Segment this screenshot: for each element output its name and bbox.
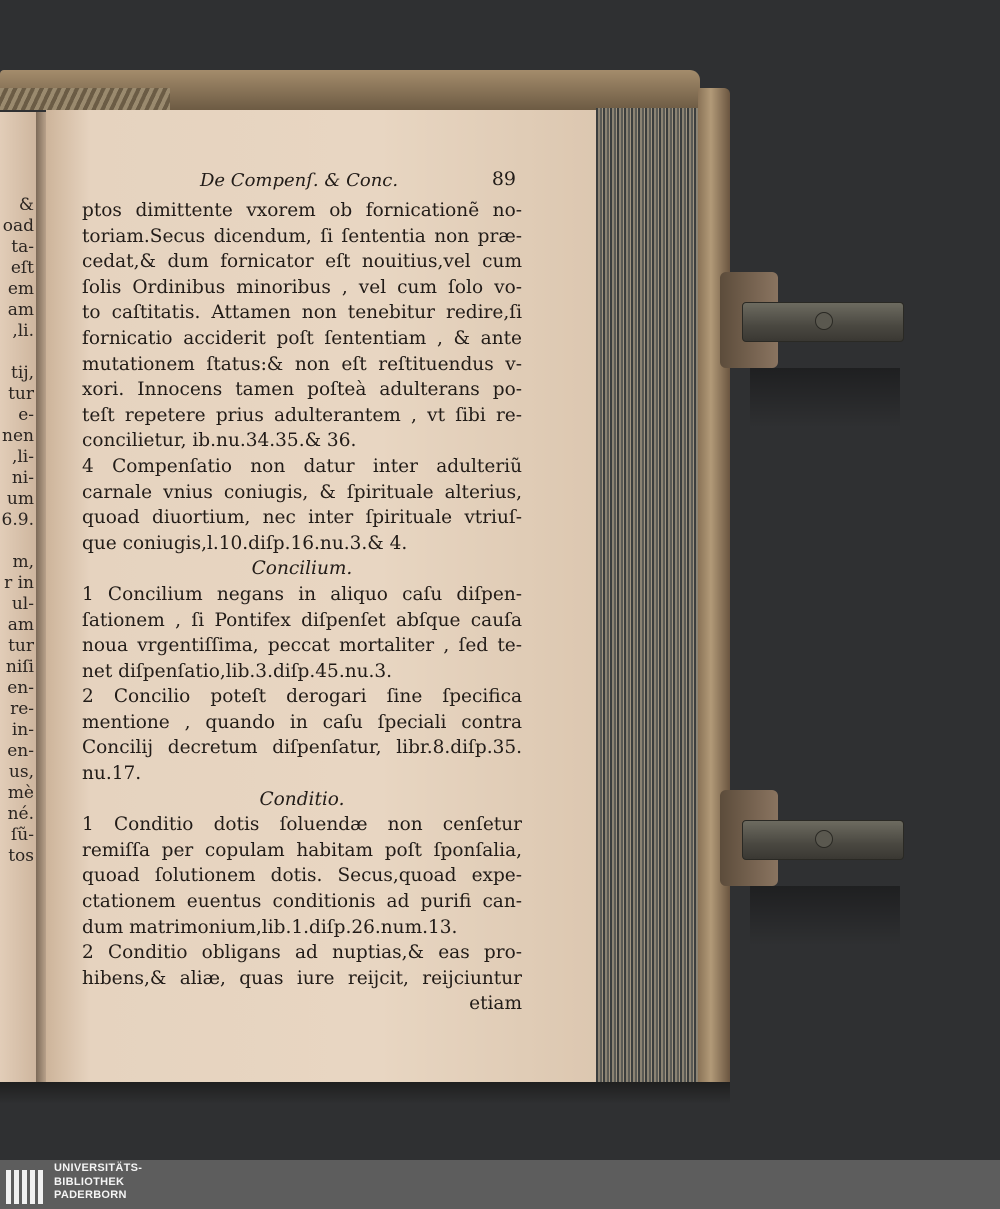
text-line: quoad diuortium, nec inter ſpirituale vtriuſ-	[82, 507, 522, 529]
left-fragment: am	[7, 615, 34, 635]
left-fragment: en-	[7, 741, 34, 761]
left-fragment: ta-	[11, 237, 34, 257]
running-header	[82, 168, 522, 198]
left-fragment	[0, 342, 36, 363]
left-fragment: r in	[4, 573, 34, 593]
page-fore-edge	[596, 108, 702, 1083]
library-logo-icon	[6, 1164, 46, 1204]
left-fragment: tos	[8, 846, 34, 866]
text-line: Concilij decretum diſpenſatur, libr.8.diſp.35.	[82, 737, 522, 759]
left-fragment: am	[7, 300, 34, 320]
clasp-lower	[720, 790, 902, 886]
left-fragment: ul-	[11, 594, 34, 614]
text-line: toriam.Secus dicendum, ſi ſententia non præ-	[82, 225, 522, 247]
left-fragment: mè	[7, 783, 34, 803]
running-title: De Compenſ. & Conc.	[200, 170, 399, 191]
left-fragment	[0, 531, 36, 552]
clasp-upper	[720, 272, 902, 368]
left-fragment: ſũ-	[11, 825, 34, 845]
text-line: cedat,& dum fornicator eſt nouitius,vel cum	[82, 251, 522, 273]
text-line: fornicatio acciderit poſt ſententiam , & ante	[82, 327, 522, 349]
text-line: Conditio.	[259, 788, 345, 810]
body-text	[82, 198, 522, 1017]
back-cover-edge	[698, 88, 730, 1088]
text-line: dum matrimonium,lib.1.diſp.26.num.13.	[82, 916, 458, 938]
left-fragment: tur	[8, 384, 34, 404]
page-text-block	[82, 168, 522, 1017]
text-line: to caſtitatis. Attamen non tenebitur redire,ſi	[82, 302, 522, 324]
logo-line-1: UNIVERSITÄTS-	[54, 1162, 143, 1174]
text-line: ſolis Ordinibus minoribus , vel cum ſolo vo-	[82, 276, 522, 298]
left-fragment: e-	[18, 405, 34, 425]
text-line: etiam	[469, 993, 522, 1015]
text-line: 1 Concilium negans in aliquo caſu diſpen-	[82, 583, 522, 605]
page-number: 89	[491, 168, 516, 190]
left-fragment: &	[18, 195, 34, 215]
book-bottom-shadow	[0, 1082, 730, 1104]
left-fragment: tij,	[11, 363, 34, 383]
text-line: 4 Compenſatio non datur inter adulteriũ	[82, 455, 522, 477]
text-line: net diſpenſatio,lib.3.diſp.45.nu.3.	[82, 660, 393, 682]
left-fragment: in-	[11, 720, 34, 740]
left-fragment: en-	[7, 678, 34, 698]
left-fragment: ,li.	[12, 321, 34, 341]
left-fragment: em	[7, 279, 34, 299]
text-line: ſationem , ſi Pontifex diſpenſet abſque cauſa	[82, 609, 522, 631]
left-fragment: ni-	[11, 468, 34, 488]
text-line: 1 Conditio dotis ſoluendæ non cenſetur	[82, 814, 522, 836]
text-line: Concilium.	[251, 558, 353, 580]
text-line: carnale vnius coniugis, & ſpirituale alterius,	[82, 481, 522, 503]
left-fragment: ,li-	[11, 447, 34, 467]
text-line: ctationem euentus conditionis ad purifi can-	[82, 891, 522, 913]
left-fragment: nen	[2, 426, 34, 446]
text-line: ptos dimittente vxorem ob fornicationẽ no-	[82, 200, 522, 221]
left-fragment: us,	[8, 762, 34, 782]
text-line: nu.17.	[82, 763, 142, 785]
logo-line-3: PADERBORN	[54, 1189, 127, 1201]
logo-line-2: BIBLIOTHEK	[54, 1175, 125, 1188]
text-line: noua vrgentiſſima, peccat mortaliter , ſed te-	[82, 635, 522, 657]
library-logo-text	[54, 1162, 142, 1203]
text-line: mentione , quando in caſu ſpeciali contra	[82, 711, 522, 733]
left-fragment: niſi	[5, 657, 34, 677]
text-line: teſt repetere prius adulterantem , vt ſibi re-	[82, 404, 522, 426]
left-fragment: m,	[12, 552, 34, 572]
text-line: hibens,& aliæ, quas iure reijcit, reijciuntur	[82, 967, 522, 989]
left-fragment: 6.9.	[1, 510, 34, 530]
footer-bar	[0, 1160, 1000, 1209]
text-line: concilietur, ib.nu.34.35.& 36.	[82, 430, 357, 452]
left-fragment: tur	[8, 636, 34, 656]
text-line: 2 Conditio obligans ad nuptias,& eas pro-	[82, 942, 522, 964]
text-line: xori. Innocens tamen poſteà adulterans po-	[82, 379, 522, 401]
text-line: mutationem ſtatus:& non eſt reſtituendus v-	[82, 353, 522, 375]
text-line: remiſſa per copulam habitam poſt ſponſalia,	[82, 839, 522, 861]
text-line: 2 Concilio poteſt derogari ſine ſpecifica	[82, 686, 522, 708]
text-line: quoad ſolutionem dotis. Secus,quoad expe-	[82, 865, 522, 887]
left-fragment: re-	[10, 699, 34, 719]
spine-headband	[0, 88, 170, 110]
left-fragment: eſt	[10, 258, 34, 278]
left-fragment: né.	[7, 804, 34, 824]
left-page-text-fragments	[0, 195, 36, 867]
left-fragment: oad	[2, 216, 34, 236]
text-line: que coniugis,l.10.diſp.16.nu.3.& 4.	[82, 532, 408, 554]
left-fragment: um	[6, 489, 34, 509]
